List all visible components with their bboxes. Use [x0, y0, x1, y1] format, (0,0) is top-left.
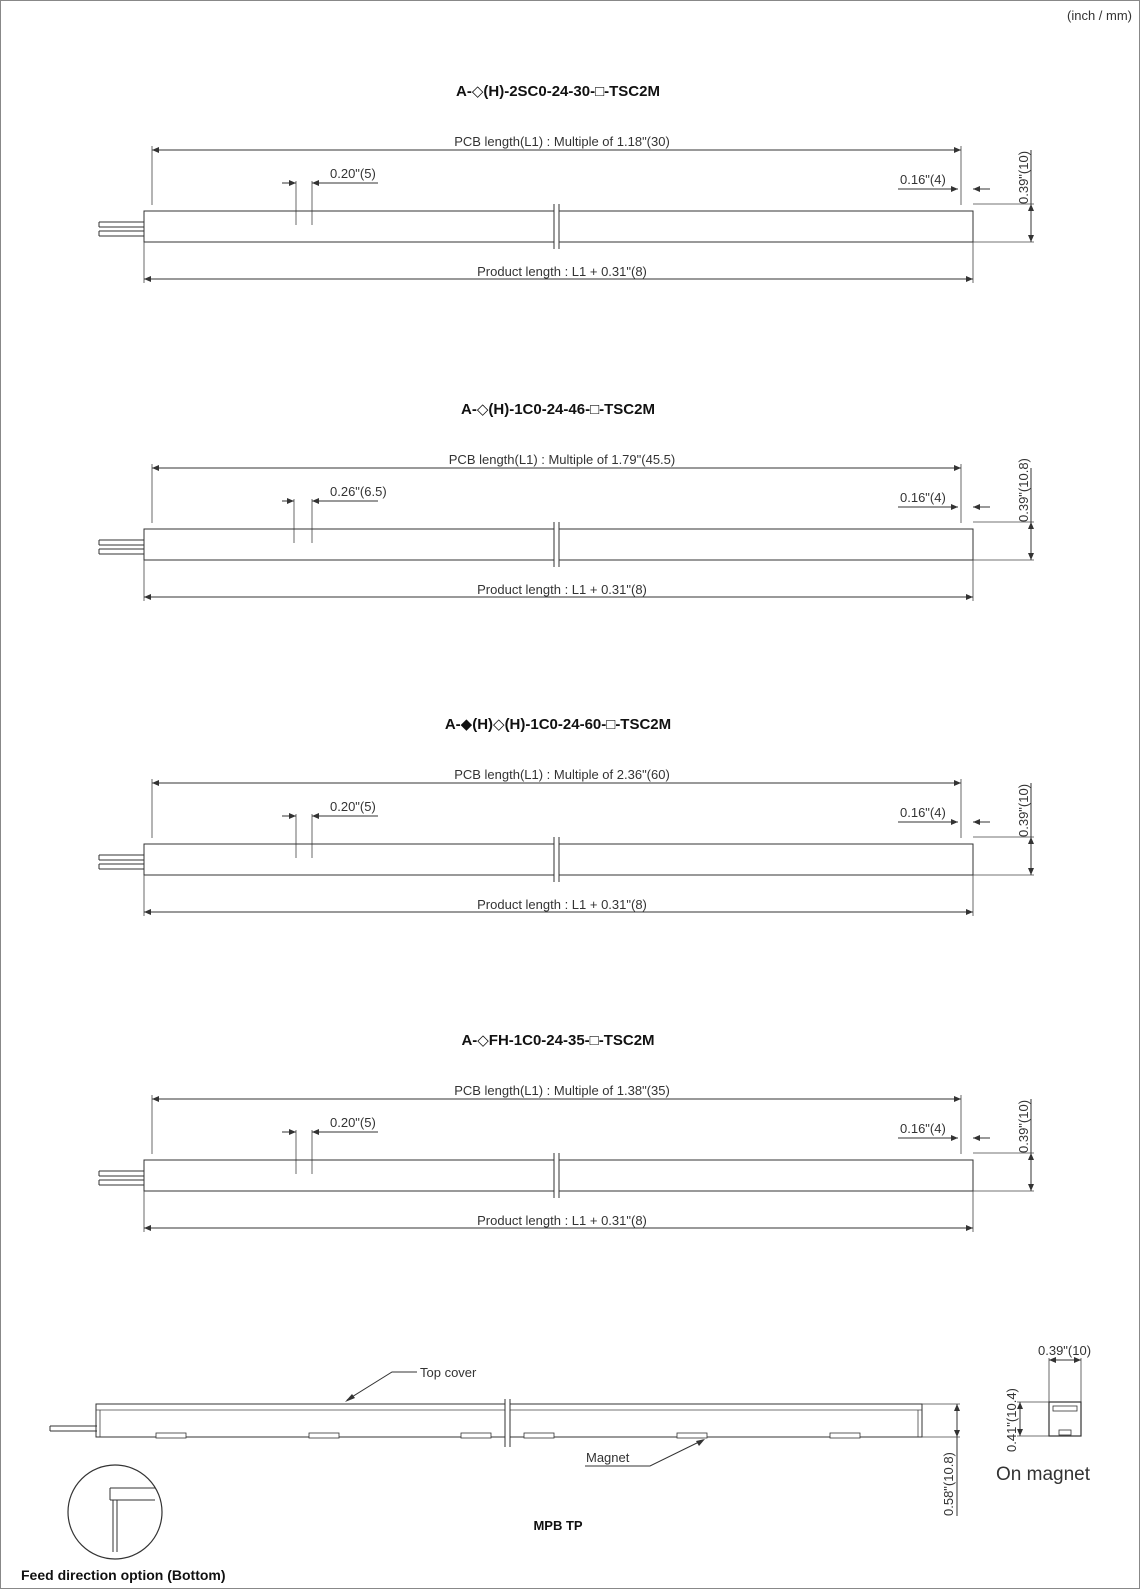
drawing-title: A-◇FH-1C0-24-35-□-TSC2M — [461, 1032, 655, 1049]
gap-label: 0.20"(5) — [330, 799, 376, 814]
gap-label: 0.26"(6.5) — [330, 484, 387, 499]
cross-section-view — [996, 1343, 1091, 1485]
end-gap-label: 0.16"(4) — [900, 805, 946, 820]
product-length-label: Product length : L1 + 0.31"(8) — [477, 897, 647, 912]
pcb-length-label: PCB length(L1) : Multiple of 1.79"(45.5) — [448, 452, 676, 467]
profile-caption: MPB TP — [533, 1518, 583, 1533]
drawing-1 — [99, 83, 1034, 283]
height-label: 0.39"(10) — [1016, 150, 1031, 204]
gap-label: 0.20"(5) — [330, 166, 376, 181]
magnet — [461, 1433, 491, 1438]
top-cover-leader — [347, 1372, 417, 1400]
end-gap-label: 0.16"(4) — [900, 490, 946, 505]
total-height-label: 0.58"(10.8) — [941, 1452, 956, 1516]
pcb-length-label: PCB length(L1) : Multiple of 1.38"(35) — [454, 1083, 670, 1098]
magnet-label: Magnet — [586, 1450, 630, 1465]
drawing-4 — [99, 1032, 1034, 1232]
profile-view — [50, 1365, 960, 1516]
magnet — [677, 1433, 707, 1438]
height-label: 0.39"(10) — [1016, 1099, 1031, 1153]
section-height-label: 0.41"(10.4) — [1004, 1388, 1019, 1452]
feed-direction-detail — [21, 1465, 226, 1583]
drawing-2 — [99, 401, 1034, 601]
section-width-label: 0.39"(10) — [1038, 1343, 1092, 1358]
drawing-title: A-◆(H)◇(H)-1C0-24-60-□-TSC2M — [444, 716, 672, 733]
product-length-label: Product length : L1 + 0.31"(8) — [477, 264, 647, 279]
end-gap-label: 0.16"(4) — [900, 172, 946, 187]
pcb-length-label: PCB length(L1) : Multiple of 1.18"(30) — [454, 134, 670, 149]
top-cover-label: Top cover — [420, 1365, 477, 1380]
on-magnet-label: On magnet — [996, 1464, 1090, 1485]
drawing-3 — [99, 716, 1034, 916]
height-label: 0.39"(10.8) — [1016, 458, 1031, 522]
product-length-label: Product length : L1 + 0.31"(8) — [477, 582, 647, 597]
magnet — [524, 1433, 554, 1438]
drawing-title: A-◇(H)-2SC0-24-30-□-TSC2M — [456, 83, 660, 100]
detail-circle — [68, 1465, 162, 1559]
magnet — [156, 1433, 186, 1438]
section-profile — [1049, 1402, 1081, 1436]
end-gap-label: 0.16"(4) — [900, 1121, 946, 1136]
product-length-label: Product length : L1 + 0.31"(8) — [477, 1213, 647, 1228]
gap-label: 0.20"(5) — [330, 1115, 376, 1130]
pcb-length-label: PCB length(L1) : Multiple of 2.36"(60) — [454, 767, 670, 782]
drawing-title: A-◇(H)-1C0-24-46-□-TSC2M — [461, 401, 655, 418]
sheet-border — [1, 1, 1140, 1589]
magnet — [830, 1433, 860, 1438]
height-label: 0.39"(10) — [1016, 783, 1031, 837]
magnet — [309, 1433, 339, 1438]
units-label: (inch / mm) — [1067, 8, 1132, 23]
feed-direction-caption: Feed direction option (Bottom) — [21, 1567, 226, 1583]
